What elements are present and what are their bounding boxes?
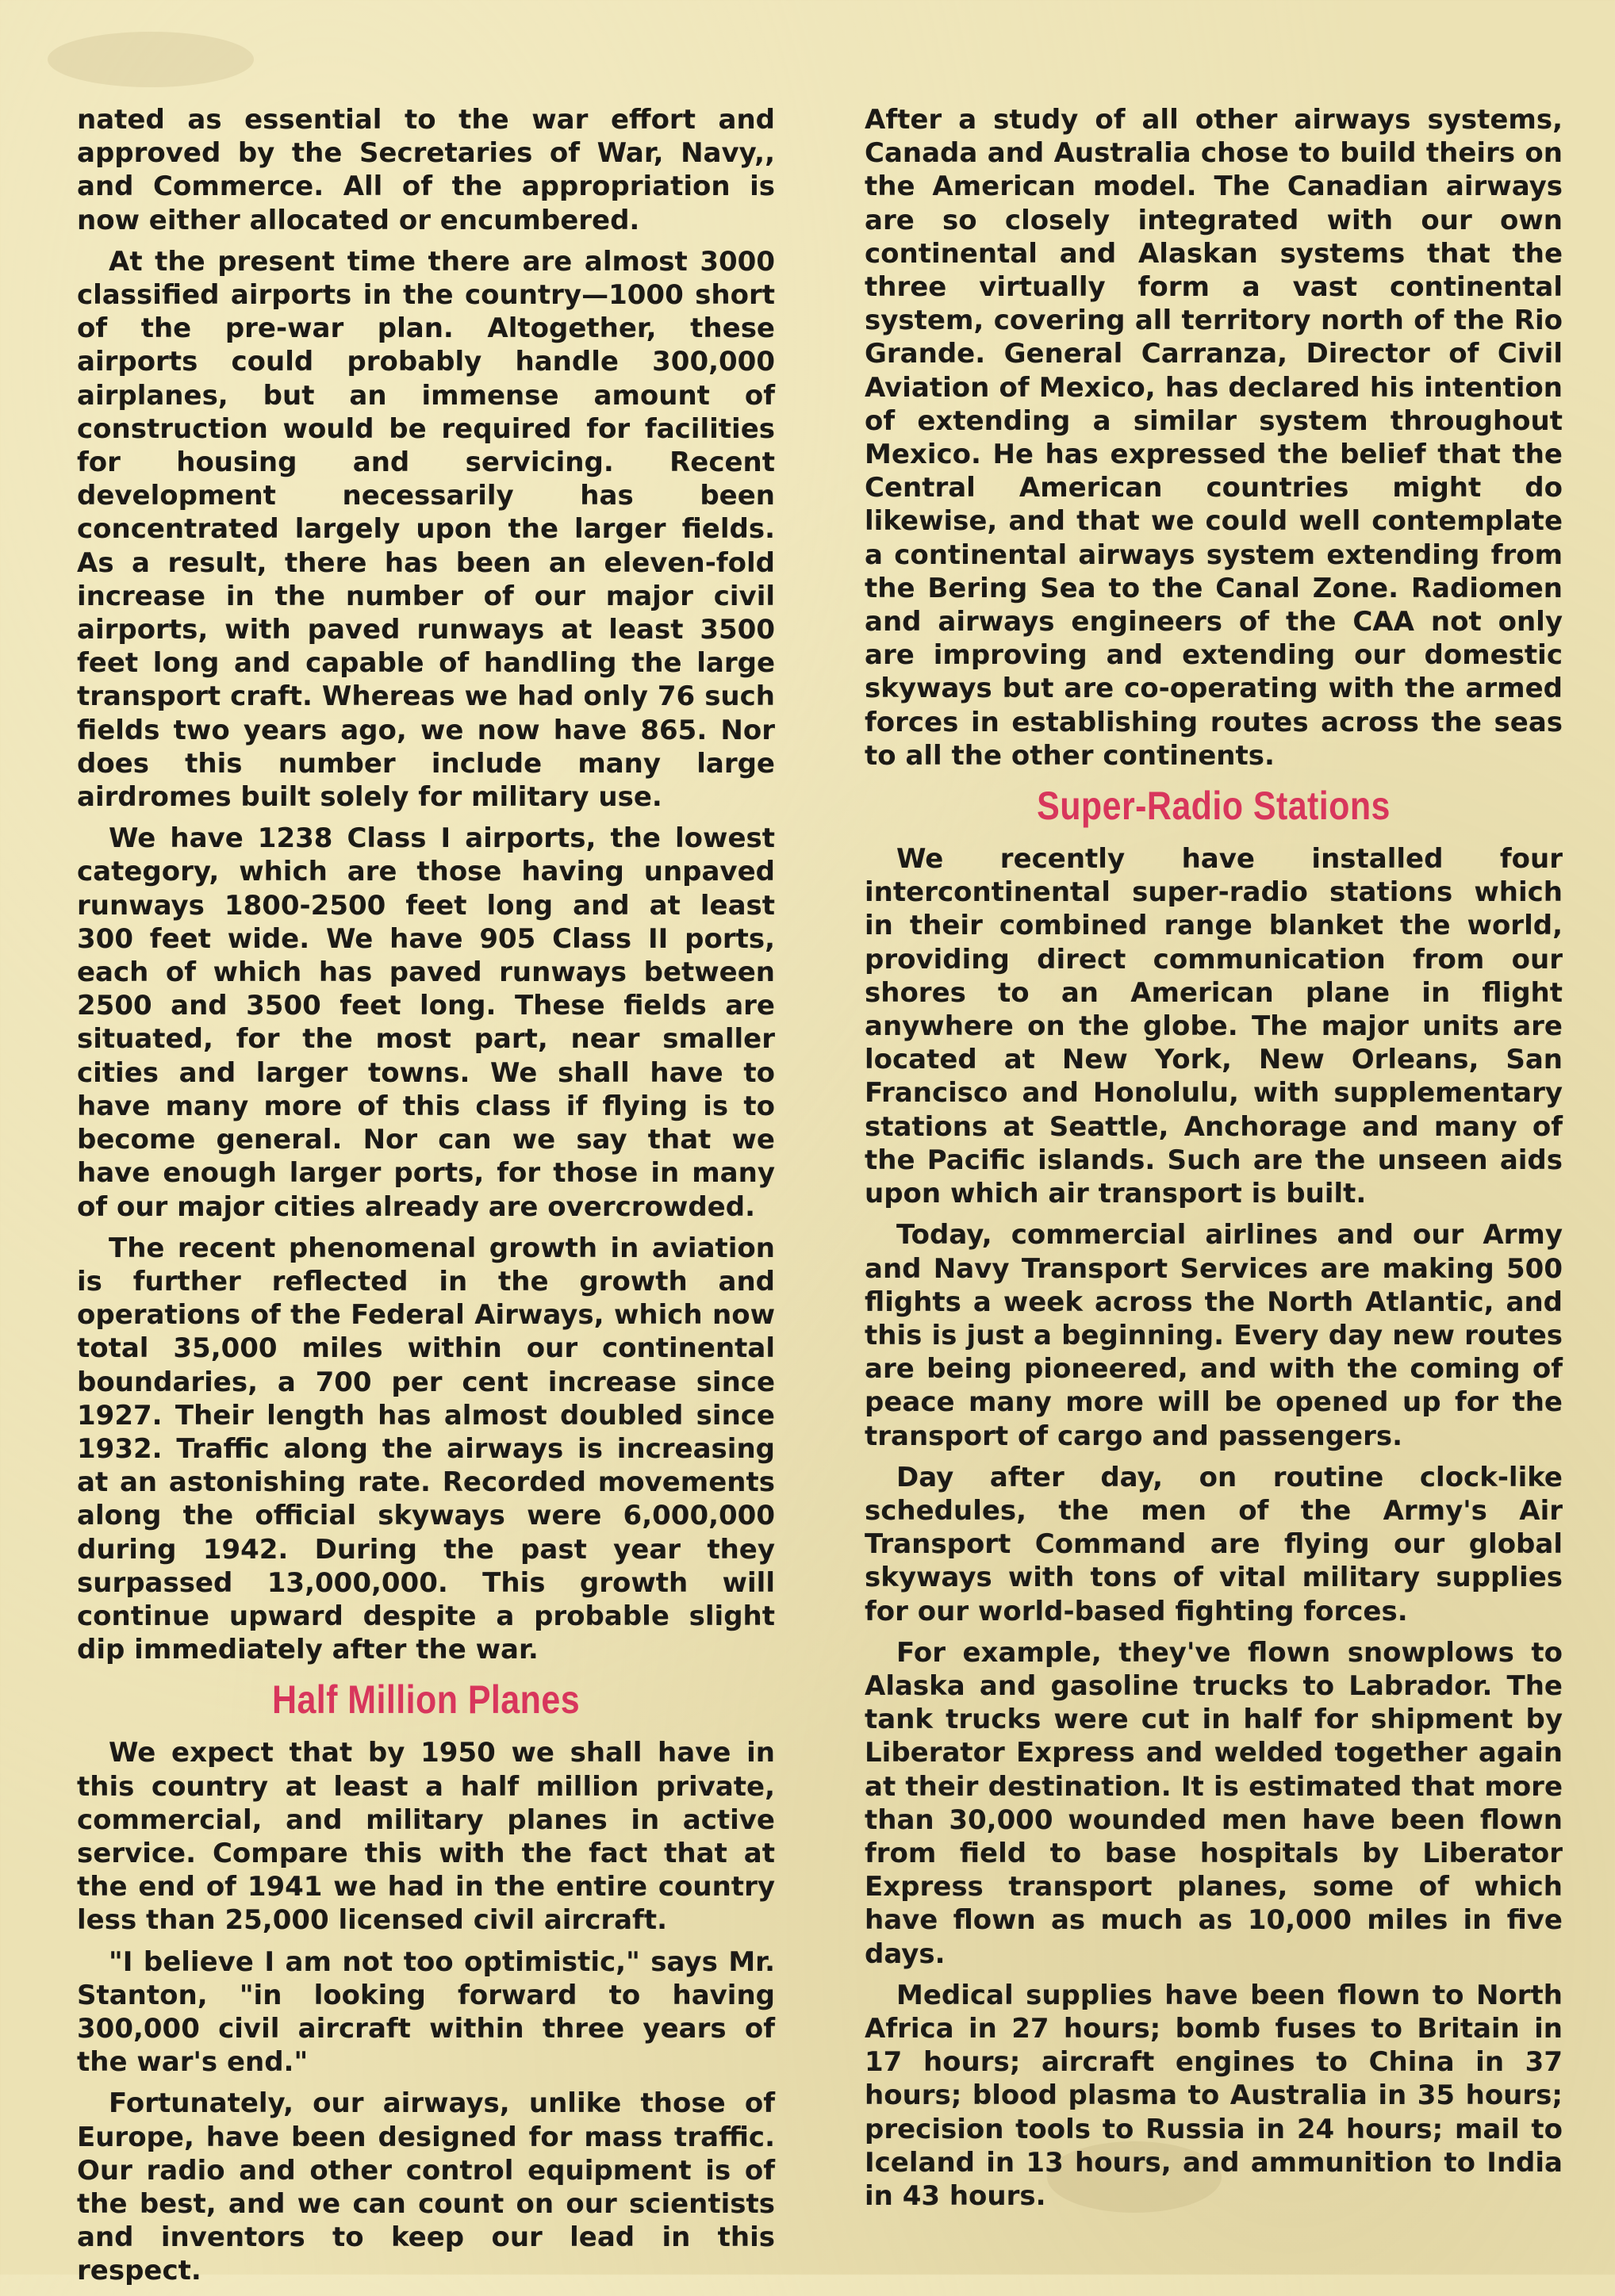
paper-stain: [48, 32, 254, 87]
right-column: [865, 103, 1563, 2221]
paragraph: Day after day, on routine clock-like schedules, the men of the Army's Air Transport Command are flying our global skyways with tons of vital military supplies for our world-based fighting forces.: [865, 1461, 1563, 1627]
left-column: [77, 103, 775, 2296]
paragraph: nated as essential to the war effort and approved by the Secretaries of War, Navy,, and Commerce. All of the appropriation is now either allocated or encumbered.: [77, 104, 775, 236]
paragraph: For example, they've flown snowplows to Alaska and gasoline trucks to Labrador. The tank trucks were cut in half for shipment by Liberator Express and welded together again at their destination. It is estimated that more than 30,000 wounded men have been flown from field to base hospitals by Liberator Express transport planes, some of which have flown as much as 10,000 miles in five days.: [865, 1636, 1563, 1970]
paragraph: "I believe I am not too optimistic," says Mr. Stanton, "in looking forward to having 300,000 civil aircraft within three years of the war's end.": [77, 1945, 775, 2079]
paragraph: We expect that by 1950 we shall have in this country at least a half million private, commercial, and military planes in active service. Compare this with the fact that at the end of 1941 we had in the entire country less than 25,000 licensed civil aircraft.: [77, 1737, 775, 1937]
paragraph: Fortunately, our airways, unlike those of Europe, have been designed for mass traffic. Our radio and other control equipment is of the best, and we can count on our scientists and inventors to keep our lead in this respect.: [77, 2087, 775, 2287]
paragraph: We have 1238 Class I airports, the lowest category, which are those having unpaved runways 1800-2500 feet long and at least 300 feet wide. We have 905 Class II ports, each of which has paved runways between 2500 and 3500 feet long. These fields are situated, for the most part, near smaller cities and larger towns. We shall have to have many more of this class if flying is to become general. Nor can we say that we have enough larger ports, for those in many of our major cities already are overcrowded.: [77, 822, 775, 1223]
section-heading-super-radio-stations: Super-Radio Stations: [1037, 784, 1391, 829]
paragraph: We recently have installed four intercontinental super-radio stations which in their combined range blanket the world, providing direct communication from our shores to an American plane in flight anywhere on the globe. The major units are located at New York, New Orleans, San Francisco and Honolulu, with supplementary stations at Seattle, Anchorage and many of the Pacific islands. Such are the unseen aids upon which air transport is built.: [865, 843, 1563, 1210]
paragraph: Today, commercial airlines and our Army and Navy Transport Services are making 500 flights a week across the North Atlantic, and this is just a beginning. Every day new routes are being pioneered, and with the coming of peace many more will be opened up for the transport of cargo and passengers.: [865, 1219, 1563, 1452]
paragraph: At the present time there are almost 3000 classified airports in the country—1000 short of the pre-war plan. Altogether, these airports could probably handle 300,000 airplanes, but an immense amount of construction would be required for facilities for housing and servicing. Recent development necessarily has been concentrated largely upon the larger fields. As a result, there has been an eleven-fold increase in the number of our major civil airports, with paved runways at least 3500 feet long and capable of handling the large transport craft. Whereas we had only 76 such fields two years ago, we now have 865. Nor does this number include many large airdromes built solely for military use.: [77, 245, 775, 814]
paragraph: The recent phenomenal growth in aviation is further reflected in the growth and operations of the Federal Airways, which now total 35,000 miles within our continental boundaries, a 700 per cent increase since 1927. Their length has almost doubled since 1932. Traffic along the airways is increasing at an astonishing rate. Recorded movements along the official skyways were 6,000,000 during 1942. During the past year they surpassed 13,000,000. This growth will continue upward despite a probable slight dip immediately after the war.: [77, 1232, 775, 1666]
paragraph: After a study of all other airways systems, Canada and Australia chose to build theirs on the American model. The Canadian airways are so closely integrated with our own continental and Alaskan systems that the three virtually form a vast continental system, covering all territory north of the Rio Grande. General Carranza, Director of Civil Aviation of Mexico, has declared his intention of extending a similar system throughout Mexico. He has expressed the belief that the Central American countries might do likewise, and that we could well contemplate a continental airways system extending from the Bering Sea to the Canal Zone. Radiomen and airways engineers of the CAA not only are improving and extending our domestic skyways but are co-operating with the armed forces in establishing routes across the seas to all the other continents.: [865, 104, 1563, 772]
paragraph: Medical supplies have been flown to North Africa in 27 hours; bomb fuses to Britain in 17 hours; aircraft engines to China in 37 hours; blood plasma to Australia in 35 hours; precision tools to Russia in 24 hours; mail to Iceland in 13 hours, and ammunition to India in 43 hours.: [865, 1979, 1563, 2212]
section-heading-half-million-planes: Half Million Planes: [271, 1677, 581, 1723]
